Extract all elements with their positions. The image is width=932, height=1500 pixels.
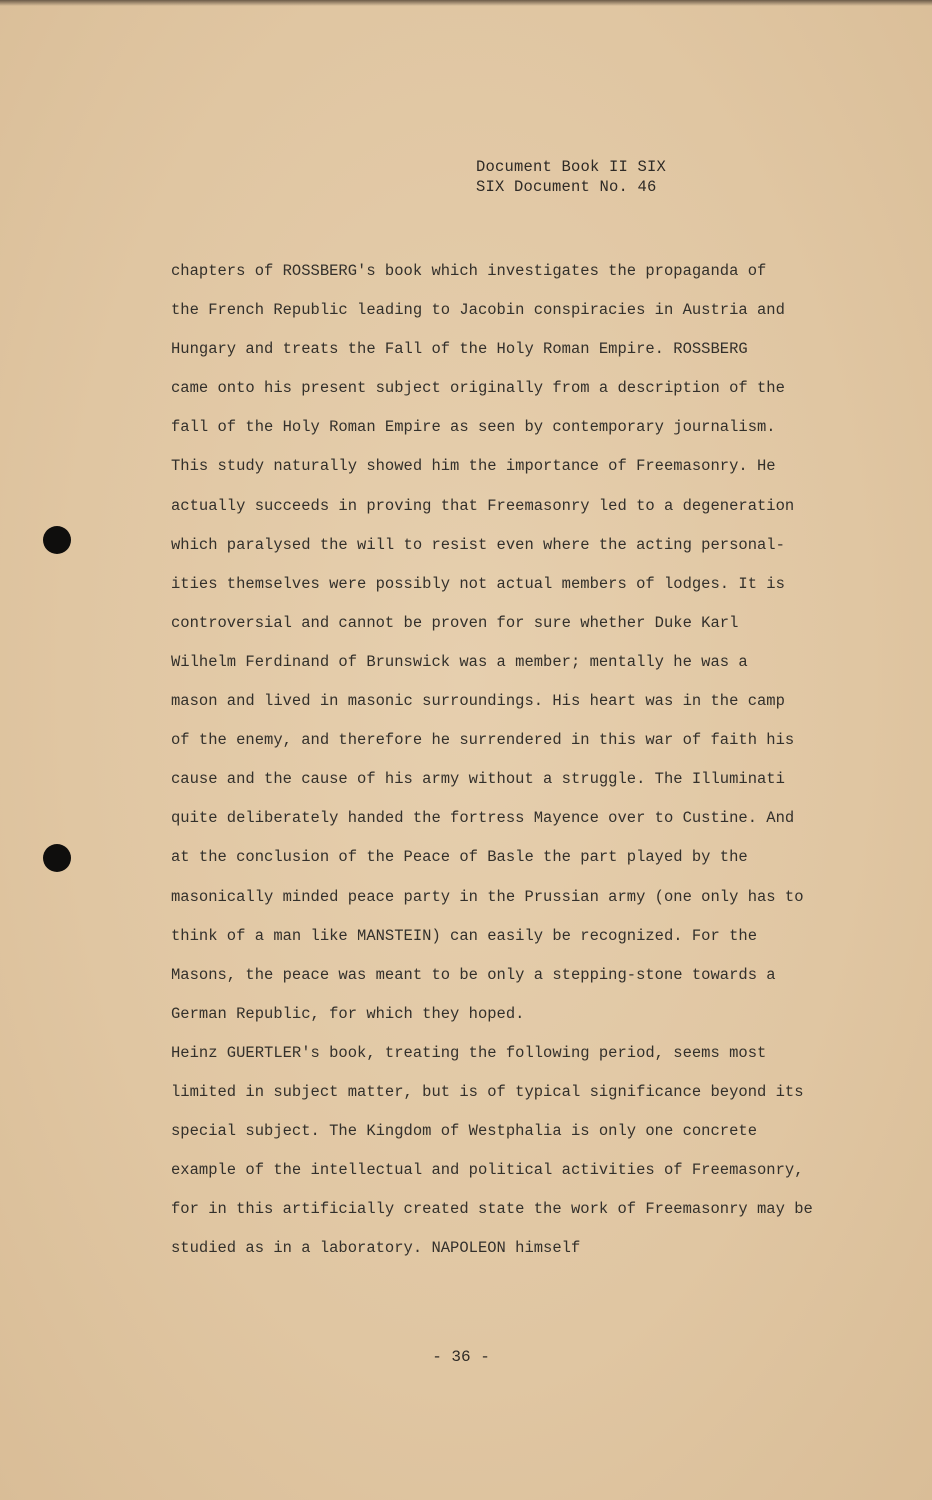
- document-header: [476, 157, 666, 197]
- body-line: the French Republic leading to Jacobin conspiracies in Austria and: [171, 301, 785, 320]
- body-line: mason and lived in masonic surroundings. His heart was in the camp: [171, 692, 785, 711]
- header-line-1: Document Book II SIX: [476, 158, 667, 176]
- body-line: limited in subject matter, but is of typical significance beyond its: [171, 1082, 804, 1101]
- body-line: chapters of ROSSBERG's book which investigates the propaganda of: [171, 262, 767, 280]
- body-line: This study naturally showed him the importance of Freemasonry. He: [171, 457, 776, 476]
- body-line: for in this artificially created state the work of Freemasonry may be: [171, 1200, 813, 1219]
- body-line: fall of the Holy Roman Empire as seen by contemporary journalism.: [171, 418, 776, 437]
- body-line: example of the intellectual and political activities of Freemasonry,: [171, 1161, 804, 1180]
- body-line: controversial and cannot be proven for sure whether Duke Karl: [171, 613, 739, 632]
- header-line-2: SIX Document No. 46: [476, 178, 657, 196]
- body-line: quite deliberately handed the fortress Mayence over to Custine. And: [171, 809, 795, 828]
- body-line: Masons, the peace was meant to be only a stepping-stone towards a: [171, 965, 776, 984]
- body-line: think of a man like MANSTEIN) can easily be recognized. For the: [171, 926, 757, 945]
- body-line: special subject. The Kingdom of Westphalia is only one concrete: [171, 1122, 757, 1141]
- body-line: actually succeeds in proving that Freemasonry led to a degeneration: [171, 496, 795, 515]
- body-text: [171, 252, 861, 1268]
- body-line: cause and the cause of his army without a struggle. The Illuminati: [171, 770, 785, 789]
- body-line: Hungary and treats the Fall of the Holy Roman Empire. ROSSBERG: [171, 340, 748, 359]
- page-top-edge: [0, 0, 932, 6]
- body-line: which paralysed the will to resist even where the acting personal-: [171, 535, 785, 554]
- punch-hole: [43, 844, 71, 872]
- body-line: masonically minded peace party in the Prussian army (one only has to: [171, 887, 804, 906]
- body-line: Wilhelm Ferdinand of Brunswick was a member; mentally he was a: [171, 652, 748, 671]
- body-line: at the conclusion of the Peace of Basle the part played by the: [171, 848, 748, 867]
- body-line: German Republic, for which they hoped.: [171, 1004, 525, 1023]
- body-line: of the enemy, and therefore he surrendered in this war of faith his: [171, 731, 795, 750]
- punch-hole: [43, 526, 71, 554]
- body-line: Heinz GUERTLER's book, treating the following period, seems most: [171, 1043, 767, 1062]
- body-line: ities themselves were possibly not actual members of lodges. It is: [171, 574, 785, 593]
- body-line: studied as in a laboratory. NAPOLEON himself: [171, 1239, 581, 1258]
- body-line: came onto his present subject originally from a description of the: [171, 379, 785, 398]
- page-footer: [0, 1348, 932, 1366]
- page-number: - 36 -: [432, 1348, 490, 1366]
